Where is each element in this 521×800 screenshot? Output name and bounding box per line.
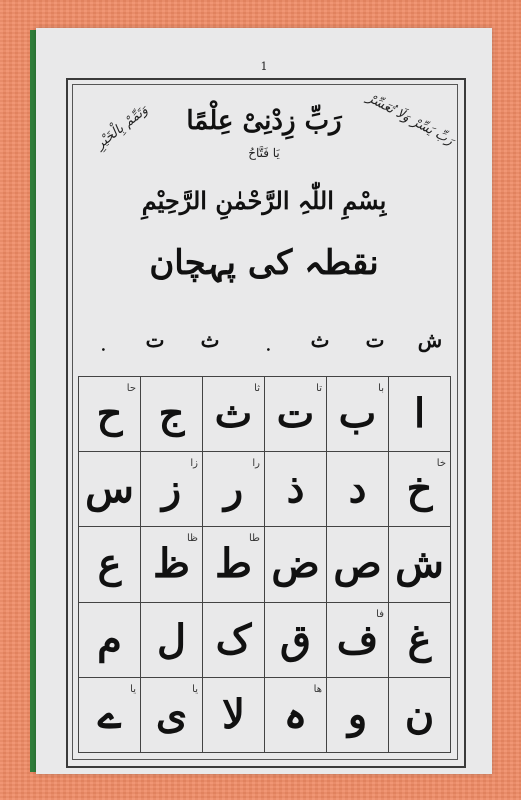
letter-cell [265,678,327,753]
letter-cell [203,527,265,602]
letter: و [347,690,368,738]
letter-cell [389,603,451,678]
letters-grid [78,376,451,753]
letter-name-small: یا [192,683,198,695]
letter-cell [265,603,327,678]
letter: ت [276,390,315,438]
letter-cell [327,527,389,602]
letter-cell [203,377,265,452]
page-sheet [36,28,492,774]
letter: س [85,465,134,513]
letter-cell [265,377,327,452]
bismillah: بِسْمِ اللّٰہِ الرَّحْمٰنِ الرَّحِیْمِ [141,186,387,215]
letter: ف [336,615,379,663]
corner-dua-left: وَتَمِّمْ بِالْخَيْرِ [93,102,151,153]
letter: ک [215,615,252,663]
letter: ا [413,390,426,438]
letter-cell [141,603,203,678]
letter: لا [222,690,245,738]
top-title: رَبِّ زِدْنِیْ عِلْمًا [186,106,342,136]
letter: ی [155,690,188,738]
letter-name-small: را [252,458,260,470]
letter-name-small: یا [130,683,136,695]
letter-name-small: زا [190,458,198,470]
letter: ن [404,690,435,738]
letter-cell [79,452,141,527]
letter-cell [389,377,451,452]
letter-cell [203,452,265,527]
dot-mark [80,328,120,352]
letter-name-small: ظا [186,533,198,545]
letter: غ [407,615,432,663]
letter: ج [158,390,185,438]
letter-cell [203,603,265,678]
page-number: 1 [260,60,268,73]
letter: ش [395,540,444,588]
letter: ص [333,540,382,588]
letter-cell [79,678,141,753]
letter: د [348,465,367,513]
letter-name-small: تا [316,383,322,394]
dot-mark: ت [145,328,165,352]
letter-cell [141,452,203,527]
letter-cell [327,452,389,527]
letter: م [97,615,122,663]
letter-cell [141,678,203,753]
letter: ذ [286,465,305,513]
letter-name-small: خا [436,458,446,470]
letter-name-small: ھا [313,683,322,695]
letter: ے [97,690,122,738]
page-heading: نقطہ کی پہچان [149,243,379,283]
letter-name-small: با [378,383,384,394]
letter-cell [141,377,203,452]
letter: ض [271,540,320,588]
dot-mark [245,328,285,352]
letter: ح [96,390,123,438]
letter: ظ [153,540,190,588]
letter-cell [327,678,389,753]
letter-cell [79,603,141,678]
letter: ز [161,465,182,513]
letter-cell [265,452,327,527]
letter: ب [338,390,377,438]
letter-cell [389,678,451,753]
dot-mark: ت [365,328,385,352]
corner-dua-right: رَبِّ يَسِّرْ وَلَا تُعَسِّرْ [364,90,456,149]
letter-cell [79,377,141,452]
letter-name-small: فا [376,608,384,620]
letter-cell [389,452,451,527]
letter-cell [79,527,141,602]
letter-name-small: طا [248,533,260,545]
dot-mark: ث [310,328,330,352]
letter: ط [215,540,252,588]
letter: ث [214,390,253,438]
letter-cell [141,527,203,602]
top-subtitle: یَا فَتَّاحُ [248,146,280,160]
letter: خ [406,465,433,513]
letter: ع [97,540,122,588]
dot-mark: ش [417,328,443,352]
letter: ق [279,615,312,663]
letter-name-small: حا [126,383,136,394]
letter-cell [203,678,265,753]
letter-cell [265,527,327,602]
letter: ہ [283,690,308,738]
letter-cell [327,603,389,678]
letter-cell [327,377,389,452]
dot-mark: ث [200,328,220,352]
letter: ل [156,615,187,663]
letter-name-small: ثا [254,383,260,394]
letter-cell [389,527,451,602]
letter: ر [223,465,244,513]
dot-marks-row [80,328,450,352]
